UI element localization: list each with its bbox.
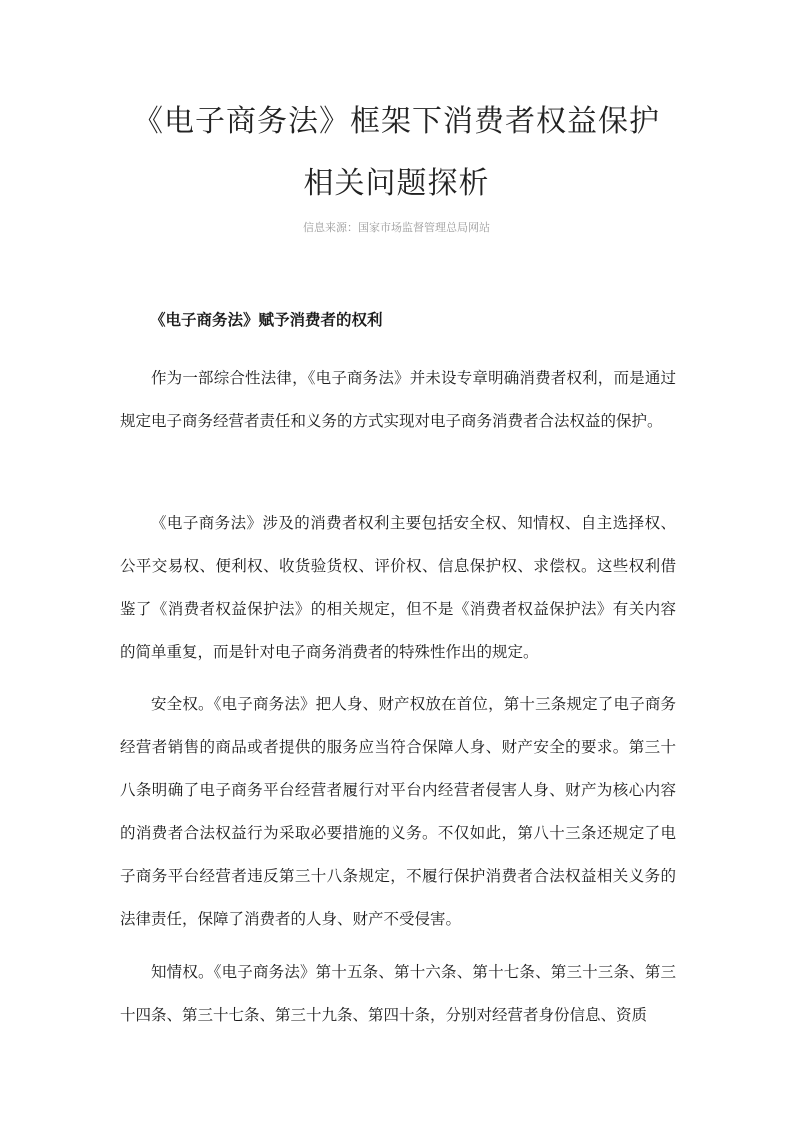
document-title-line-1: 《电子商务法》框架下消费者权益保护 <box>133 104 660 139</box>
document-title-line-2: 相关问题探析 <box>303 166 490 201</box>
source-note: 信息来源：国家市场监督管理总局网站 <box>303 221 490 234</box>
paragraph-rights-overview: 《电子商务法》涉及的消费者权利主要包括安全权、知情权、自主选择权、公平交易权、便利权、收货验货权、评价权、信息保护权、求偿权。这些权利借鉴了《消费者权益保护法》的相关规定，但不是《消费者权益保护法》有关内容的简单重复，而是针对电子商务消费者的特殊性作出的规定。 <box>120 514 676 661</box>
paragraph-right-to-know: 知情权。《电子商务法》第十五条、第十六条、第十七条、第三十三条、第三十四条、第三十七条、第三十九条、第四十条，分别对经营者身份信息、资质 <box>120 963 676 1024</box>
paragraph-safety-right: 安全权。《电子商务法》把人身、财产权放在首位，第十三条规定了电子商务经营者销售的商品或者提供的服务应当符合保障人身、财产安全的要求。第三十八条明确了电子商务平台经营者履行对平台内经营者侵害人身、财产为核心内容的消费者合法权益行为采取必要措施的义务。不仅如此，第八十三条还规定了电子商务平台经营者违反第三十八条规定，不履行保护消费者合法权益相关义务的法律责任，保障了消费者的人身、财产不受侵害。 <box>120 695 676 928</box>
paragraph-intro: 作为一部综合性法律，《电子商务法》并未设专章明确消费者权利，而是通过规定电子商务经营者责任和义务的方式实现对电子商务消费者合法权益的保护。 <box>120 369 676 430</box>
section-heading: 《电子商务法》赋予消费者的权利 <box>150 311 383 329</box>
